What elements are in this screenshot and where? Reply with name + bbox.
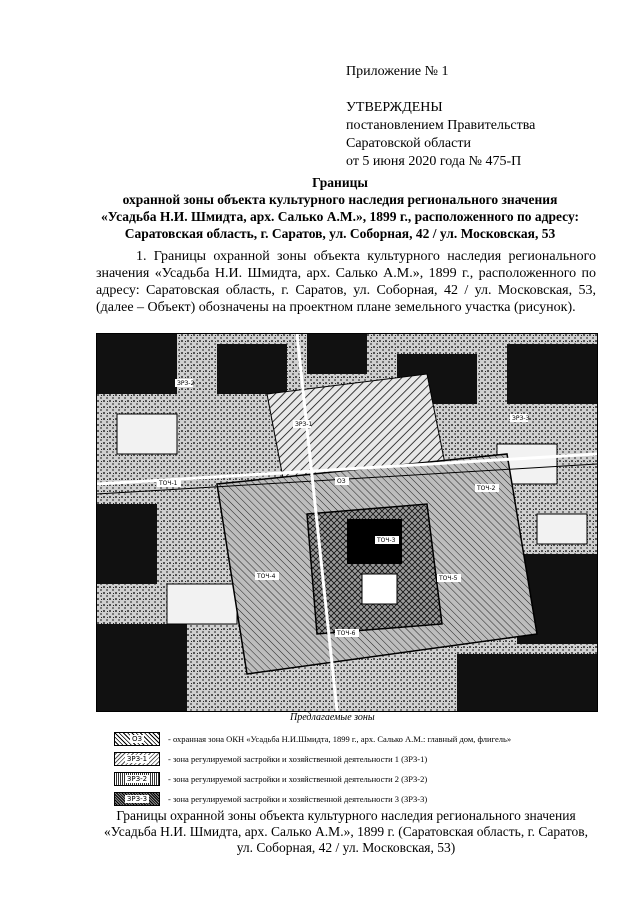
figure-caption [96,808,596,856]
map-legend [114,729,604,809]
approval-line-2: Саратовской области [346,136,471,151]
map-label-toch5: ТОЧ-5 [439,575,458,582]
map-label-zrz2: ЗРЗ-2 [177,380,195,387]
legend-swatch-zrz2: ЗРЗ-2 [114,772,160,786]
approval-block [346,63,535,171]
title-line-1: Границы [312,175,368,190]
approval-line-3: от 5 июня 2020 года № 475-П [346,154,522,169]
body-paragraph: 1. Границы охранной зоны объекта культурного наследия регионального значения «Усадьба Н.И. Шмидта, арх. Салько А.М.», 1899 г., расположенного по адресу: Саратовская область, г. Саратов, ул. Соборная, 42 / ул. Московская, 53, (далее – Объект) обозначены на проектном плане земельного участка (рисунок). [96,249,596,315]
site-plan-map [96,333,598,712]
map-label-oz: ОЗ [337,478,346,485]
caption-line-1: Границы охранной зоны объекта культурного наследия регионального значения [116,808,576,823]
legend-swatch-oz: ОЗ [114,732,160,746]
legend-swatch-zrz3: ЗРЗ-3 [114,792,160,806]
title-line-2: охранной зоны объекта культурного наследия регионального значения [122,192,558,207]
legend-text-oz: - охранная зона ОКН «Усадьба Н.И.Шмидта, 1899 г., арх. Салько А.М.: главный дом, флигель» [168,734,512,744]
legend-text-zrz3: - зона регулируемой застройки и хозяйственной деятельности 3 (ЗРЗ-3) [168,794,428,804]
map-label-toch4: ТОЧ-4 [257,573,276,580]
legend-item-zrz3 [114,789,604,809]
map-label-zrz1: ЗРЗ-1 [295,421,313,428]
legend-text-zrz1: - зона регулируемой застройки и хозяйственной деятельности 1 (ЗРЗ-1) [168,754,428,764]
legend-text-zrz2: - зона регулируемой застройки и хозяйственной деятельности 2 (ЗРЗ-2) [168,774,428,784]
legend-title: Предлагаемые зоны [290,712,375,723]
document-title [80,174,600,242]
title-line-3: «Усадьба Н.И. Шмидта, арх. Салько А.М.», 1899 г., расположенного по адресу: [100,209,580,224]
caption-line-3: ул. Соборная, 42 / ул. Московская, 53) [236,840,456,855]
legend-item-oz [114,729,604,749]
map-label-zrz3: ЗРЗ-3 [512,415,530,422]
caption-line-2: «Усадьба Н.И. Шмидта, арх. Салько А.М.», 1899 г. (Саратовская область, г. Саратов, [104,824,588,839]
title-line-4: Саратовская область, г. Саратов, ул. Соборная, 42 / ул. Московская, 53 [124,226,556,241]
approved-heading: УТВЕРЖДЕНЫ [346,100,443,115]
legend-item-zrz1 [114,749,604,769]
map-label-toch2: ТОЧ-2 [477,485,496,492]
approval-line-1: постановлением Правительства [346,118,536,133]
annex-number: Приложение № 1 [346,64,449,79]
map-label-toch3: ТОЧ-3 [377,537,396,544]
map-label-toch1: ТОЧ-1 [159,480,178,487]
legend-swatch-zrz1: ЗРЗ-1 [114,752,160,766]
map-label-toch6: ТОЧ-6 [337,630,356,637]
legend-item-zrz2 [114,769,604,789]
map-drawing [97,334,597,711]
